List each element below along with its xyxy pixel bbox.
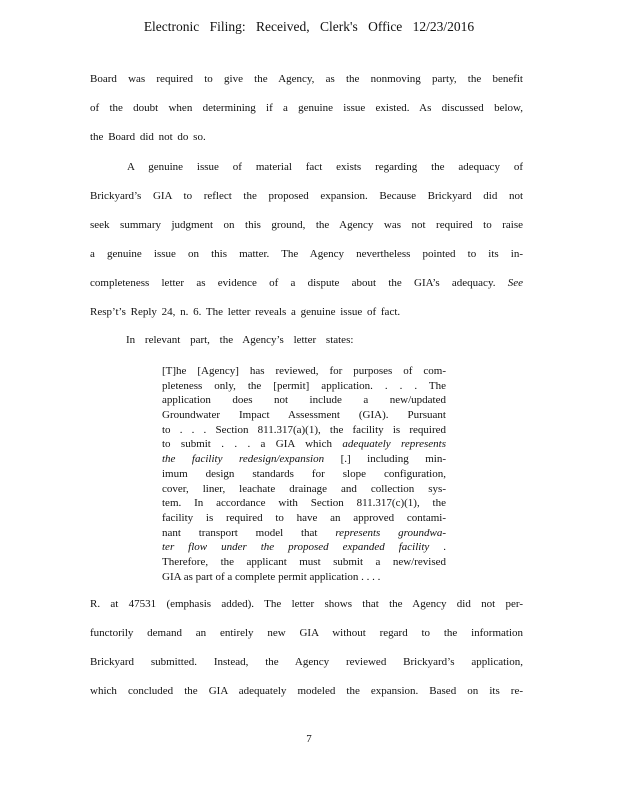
quote-line [162,540,446,555]
quote-line: Groundwater Impact Assessment (GIA). Pursuant [162,409,446,422]
text-line: of the doubt when determining if a genuine issue existed. As discussed below, [90,102,523,115]
quote-line: facility is required to have an approved contami- [162,511,446,524]
text-line: Brickyard submitted. Instead, the Agency reviewed Brickyard’s application, [90,656,523,669]
quote-line: tem. In accordance with Section 811.317(c)(1), the [162,497,446,510]
quote-intro: In relevant part, the Agency’s letter states: [126,334,354,346]
text-line: Brickyard’s GIA to reflect the proposed expansion. Because Brickyard did not [90,190,523,203]
paragraph-1 [90,65,523,152]
text-segment: completeness letter as evidence of a dispute about the GIA’s adequacy. [90,277,496,290]
text-line: seek summary judgment on this ground, the Agency was not required to raise [90,219,523,232]
text-line: A genuine issue of material fact exists regarding the adequacy of [127,161,523,173]
text-segment: [.] including min- [340,453,446,466]
quote-line: cover, liner, leachate drainage and collection sys- [162,482,446,495]
text-line: Resp’t’s Reply 24, n. 6. The letter reveals a genuine issue of fact. [90,306,401,319]
paragraph-3 [90,590,523,706]
quote-line: Therefore, the applicant must submit a new/revised [162,555,446,568]
text-line: a genuine issue on this matter. The Agency nevertheless pointed to its in- [90,248,523,261]
quote-line [162,437,446,452]
quote-line: imum design standards for slope configuration, [162,467,446,480]
text-segment: to submit . . . a GIA which [162,438,332,451]
emphasis-text: adequately represents [342,438,446,451]
quote-line: application does not include a new/updated [162,394,446,407]
text-line: functorily demand an entirely new GIA without regard to the information [90,627,523,640]
filing-stamp-header: Electronic Filing: Received, Clerk's Office 12/23/2016 [143,19,475,34]
quote-line: pleteness only, the [permit] application. . . . The [162,379,446,392]
text-segment: . [443,541,446,554]
text-line: Board was required to give the Agency, as the nonmoving party, the benefit [90,73,523,85]
text-line [90,269,523,298]
text-line: R. at 47531 (emphasis added). The letter shows that the Agency did not per- [90,598,523,610]
citation-signal: See [507,277,523,290]
emphasis-text: represents groundwa- [335,526,446,539]
page-number: 7 [306,733,312,745]
quote-line: [T]he [Agency] has reviewed, for purposes of com- [162,365,446,377]
block-quote [162,364,446,584]
emphasis-text: ter flow under the proposed expanded facility [162,541,430,554]
text-segment: nant transport model that [162,526,318,539]
text-line: the Board did not do so. [90,131,206,144]
quote-line: to . . . Section 811.317(a)(1), the facility is required [162,423,446,436]
text-line: which concluded the GIA adequately modeled the expansion. Based on its re- [90,685,523,698]
quote-line [162,526,446,541]
emphasis-text: the facility redesign/expansion [162,453,325,466]
quote-line [162,452,446,467]
quote-line: GIA as part of a complete permit application . . . . [162,570,381,583]
paragraph-2 [90,153,523,328]
